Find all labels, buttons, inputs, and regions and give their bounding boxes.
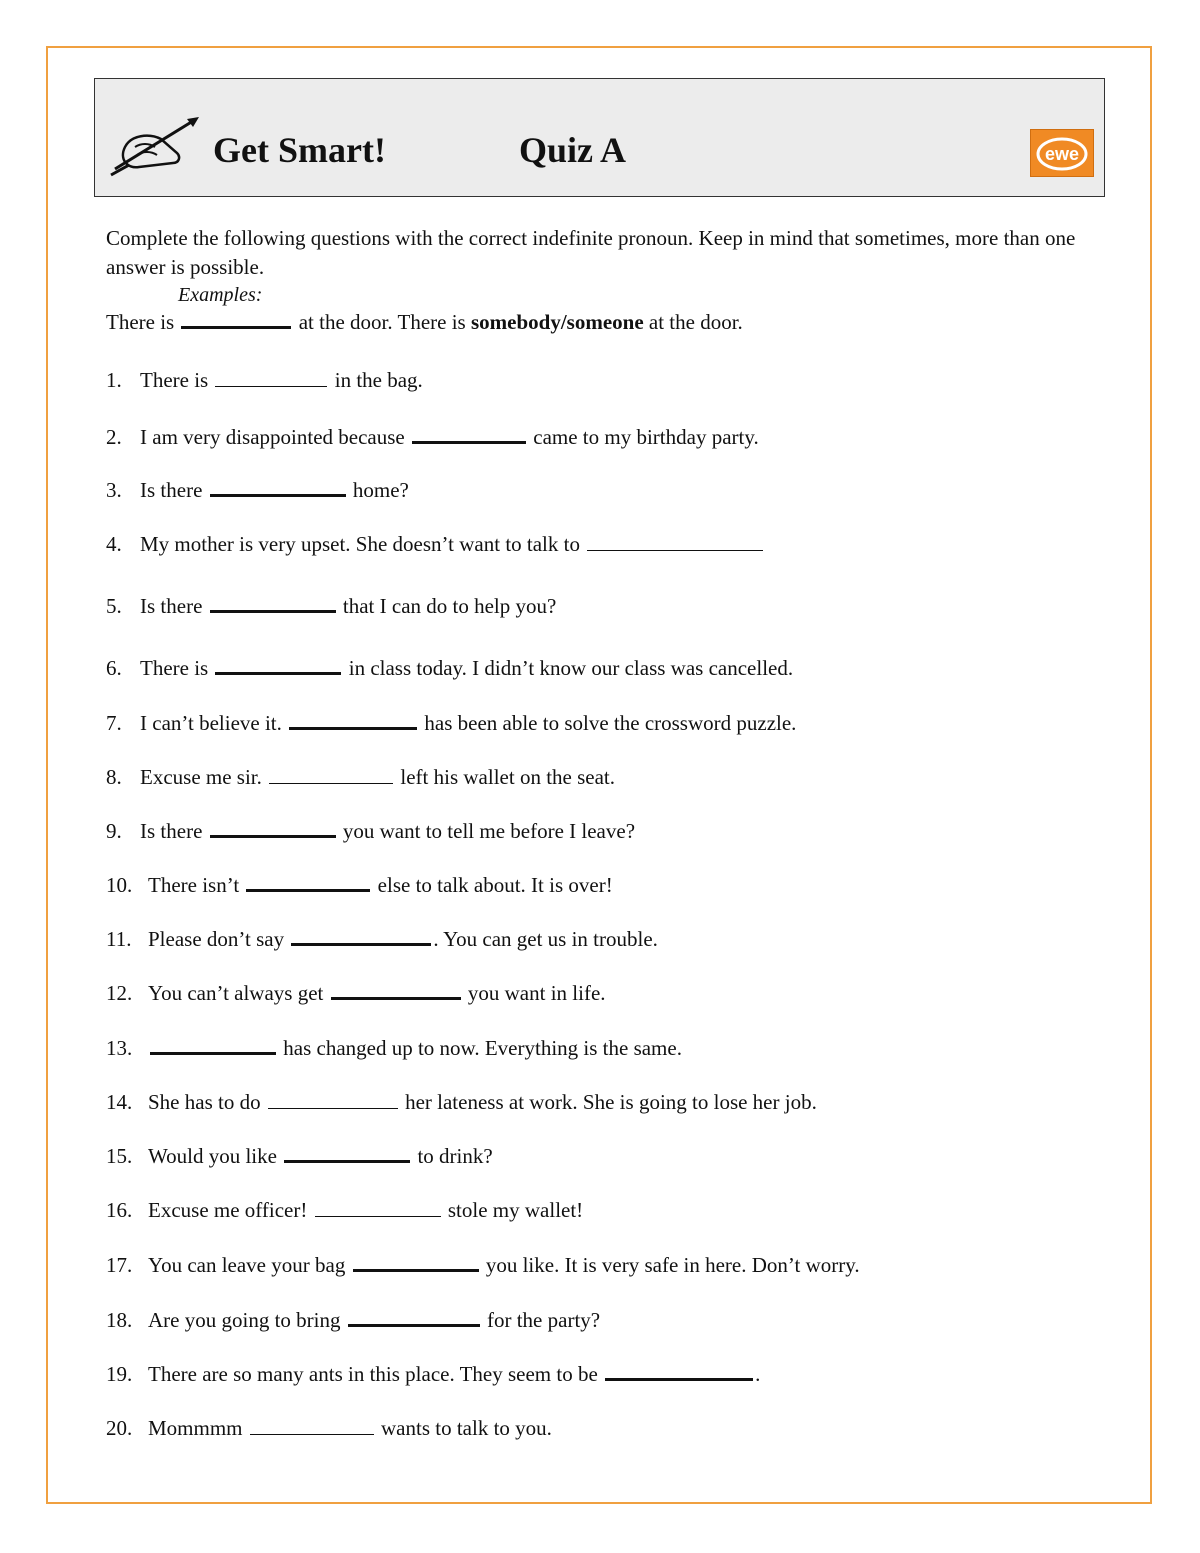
answer-blank[interactable]	[412, 423, 526, 444]
question-text-after: you like. It is very safe in here. Don’t worry.	[480, 1253, 860, 1277]
question-text-after: in the bag.	[329, 368, 423, 392]
question-number: 9.	[106, 819, 122, 843]
question-text-after: . You can get us in trouble.	[433, 927, 658, 951]
question-number: 4.	[106, 532, 122, 556]
question-number: 17.	[106, 1253, 133, 1277]
question-item	[106, 530, 765, 559]
question-number: 1.	[106, 368, 122, 392]
header-banner	[94, 78, 1105, 197]
question-number: 5.	[106, 594, 122, 618]
question-text-before: There is	[140, 656, 214, 680]
question-number: 3.	[106, 478, 122, 502]
question-number: 6.	[106, 656, 122, 680]
answer-blank[interactable]	[587, 532, 763, 551]
answer-blank[interactable]	[284, 1142, 410, 1163]
question-text-after: that I can do to help you?	[337, 594, 557, 618]
question-number: 7.	[106, 711, 122, 735]
question-number: 20.	[106, 1416, 133, 1440]
question-text-before: She has to do	[148, 1090, 266, 1114]
answer-blank[interactable]	[291, 925, 431, 946]
answer-blank[interactable]	[210, 817, 336, 838]
question-text-after: to drink?	[412, 1144, 493, 1168]
instructions: Complete the following questions with the correct indefinite pronoun. Keep in mind that sometimes, more than one answer is possible.	[106, 226, 1076, 279]
question-text-after: else to talk about. It is over!	[372, 873, 613, 897]
question-text-before: There is	[140, 368, 214, 392]
question-item	[106, 476, 409, 505]
question-text-after: her lateness at work. She is going to lose her job.	[399, 1090, 817, 1114]
question-number: 13.	[106, 1036, 133, 1060]
question-number: 16.	[106, 1198, 133, 1222]
question-item	[106, 654, 793, 683]
question-number: 19.	[106, 1362, 133, 1386]
answer-blank[interactable]	[150, 1034, 276, 1055]
question-text-before: I am very disappointed because	[140, 425, 410, 449]
question-text-before: Mommmm	[148, 1416, 248, 1440]
question-item	[106, 1251, 860, 1280]
question-text-after: for the party?	[481, 1308, 601, 1332]
question-text-before: You can leave your bag	[148, 1253, 351, 1277]
question-text-before: Excuse me sir.	[140, 765, 268, 789]
question-text-after: left his wallet on the seat.	[395, 765, 615, 789]
question-item	[106, 423, 759, 452]
question-number: 18.	[106, 1308, 133, 1332]
question-text-before: Would you like	[148, 1144, 283, 1168]
writing-hand-icon	[109, 117, 205, 177]
answer-blank[interactable]	[289, 709, 417, 730]
logo-text: ewe	[1044, 144, 1080, 164]
question-number: 14.	[106, 1090, 133, 1114]
question-item	[106, 1196, 583, 1225]
answer-blank[interactable]	[268, 1090, 398, 1109]
question-text-after: .	[755, 1362, 761, 1386]
quiz-title: Quiz A	[519, 130, 627, 170]
answer-blank[interactable]	[348, 1306, 480, 1327]
answer-blank[interactable]	[250, 1416, 374, 1435]
example-blank	[181, 308, 291, 329]
question-item	[106, 817, 635, 846]
question-item	[106, 709, 796, 738]
question-item	[106, 366, 423, 395]
question-number: 12.	[106, 981, 133, 1005]
question-item	[106, 1360, 760, 1389]
question-item	[106, 763, 615, 792]
question-text-before: Please don’t say	[148, 927, 290, 951]
answer-blank[interactable]	[215, 654, 341, 675]
question-text-after: you want in life.	[462, 981, 606, 1005]
answer-blank[interactable]	[210, 592, 336, 613]
question-number: 15.	[106, 1144, 133, 1168]
question-item	[106, 871, 613, 900]
question-text-before: There are so many ants in this place. They seem to be	[148, 1362, 604, 1386]
examples-label: Examples:	[178, 284, 263, 306]
question-text-after: came to my birthday party.	[528, 425, 759, 449]
question-item	[106, 1142, 493, 1171]
question-text-before: I can’t believe it.	[140, 711, 288, 735]
example-line	[106, 308, 1106, 337]
question-text-after: you want to tell me before I leave?	[337, 819, 636, 843]
answer-blank[interactable]	[315, 1198, 441, 1217]
question-item	[106, 1306, 600, 1335]
answer-blank[interactable]	[210, 476, 346, 497]
answer-blank[interactable]	[246, 871, 370, 892]
question-number: 8.	[106, 765, 122, 789]
answer-blank[interactable]	[269, 765, 393, 784]
example-end: at the door.	[648, 310, 743, 334]
answer-blank[interactable]	[331, 979, 461, 1000]
question-text-before: Excuse me officer!	[148, 1198, 313, 1222]
question-text-after: in class today. I didn’t know our class was cancelled.	[343, 656, 794, 680]
question-text-after: wants to talk to you.	[375, 1416, 552, 1440]
question-text-after: has been able to solve the crossword puzzle.	[419, 711, 797, 735]
question-number: 10.	[106, 873, 133, 897]
quiz-content	[106, 224, 1106, 1440]
example-after: at the door. There is	[298, 310, 466, 334]
example-before: There is	[106, 310, 175, 334]
answer-blank[interactable]	[215, 368, 327, 387]
question-text-before: Is there	[140, 478, 208, 502]
question-item	[106, 1088, 817, 1117]
question-text-before: Are you going to bring	[148, 1308, 346, 1332]
question-text-after: has changed up to now. Everything is the same.	[278, 1036, 682, 1060]
question-text-before: You can’t always get	[148, 981, 329, 1005]
question-text-before: There isn’t	[148, 873, 245, 897]
question-number: 11.	[106, 927, 132, 951]
answer-blank[interactable]	[353, 1251, 479, 1272]
question-text-before: Is there	[140, 819, 208, 843]
question-item	[106, 1414, 552, 1443]
page-title: Get Smart!	[213, 130, 386, 170]
example-answer: somebody/someone	[470, 310, 644, 334]
question-item	[106, 592, 556, 621]
question-item	[106, 1034, 682, 1063]
answer-blank[interactable]	[605, 1360, 753, 1381]
question-item	[106, 925, 658, 954]
question-number: 2.	[106, 425, 122, 449]
question-text-after: stole my wallet!	[442, 1198, 584, 1222]
question-item	[106, 979, 606, 1008]
brand-logo	[1030, 129, 1094, 177]
question-text-before: Is there	[140, 594, 208, 618]
question-text-before: My mother is very upset. She doesn’t want to talk to	[140, 532, 586, 556]
question-text-after: home?	[347, 478, 409, 502]
